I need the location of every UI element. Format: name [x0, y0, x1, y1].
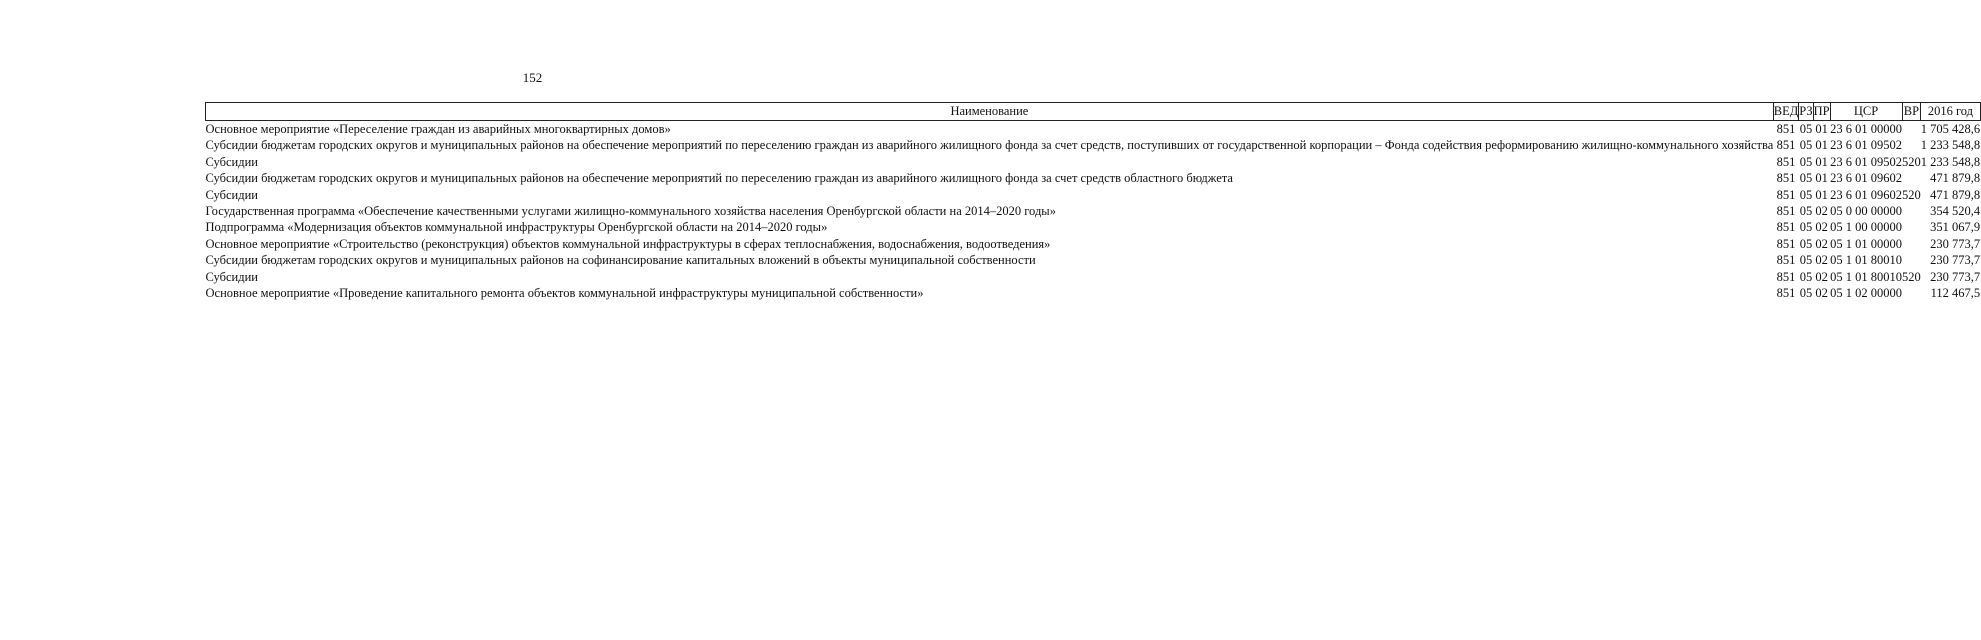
- row-vr: [1902, 236, 1921, 252]
- row-csr: 23 6 01 09602: [1830, 171, 1903, 186]
- row-ved: 851: [1776, 122, 1796, 136]
- row-ved: 851: [1776, 286, 1796, 301]
- row-name: Основное мероприятие «Строительство (реконструкция) объектов коммунальной инфраструктуры в сферах теплоснабжения, водоснабжения, водоотведения»: [205, 236, 1051, 251]
- table-row: [206, 252, 1981, 268]
- row-name: Субсидии: [205, 187, 258, 202]
- table-row: [206, 285, 1981, 301]
- row-rz: 05: [1799, 269, 1813, 284]
- row-vr: [1902, 285, 1921, 301]
- row-name: Субсидии: [205, 269, 258, 284]
- row-rz: 05: [1799, 204, 1813, 219]
- table-row: [206, 236, 1981, 252]
- row-amount: 351 067,9: [1930, 220, 1981, 235]
- row-csr: 05 1 01 80010: [1830, 253, 1903, 268]
- row-rz: 05: [1799, 236, 1813, 251]
- row-amount: 230 773,7: [1930, 269, 1981, 284]
- row-pr: 02: [1815, 253, 1828, 268]
- row-amount: 471 879,8: [1930, 171, 1981, 186]
- row-rz: 05: [1799, 286, 1813, 301]
- row-name: Субсидии бюджетам городских округов и муниципальных районов на обеспечение мероприятий по переселению граждан из аварийного жилищного фонда за счет средств областного бюджета: [205, 171, 1233, 186]
- row-ved: 851: [1776, 220, 1796, 235]
- header-ved: ВЕД: [1773, 103, 1799, 121]
- row-ved: 851: [1776, 154, 1796, 169]
- row-vr: 520: [1902, 154, 1921, 169]
- row-amount: 354 520,4: [1930, 204, 1981, 219]
- row-vr: [1902, 137, 1921, 153]
- row-pr: 02: [1815, 220, 1828, 235]
- row-ved: 851: [1776, 171, 1796, 186]
- row-vr: [1902, 219, 1921, 235]
- row-pr: 01: [1815, 122, 1828, 136]
- table-row: [206, 121, 1981, 138]
- row-pr: 01: [1815, 154, 1828, 169]
- header-rz: РЗ: [1799, 103, 1813, 121]
- table-row: [206, 170, 1981, 186]
- row-ved: 851: [1776, 204, 1796, 219]
- table-header: [206, 103, 1981, 121]
- row-amount: 230 773,7: [1930, 253, 1981, 268]
- row-ved: 851: [1776, 269, 1796, 284]
- row-name: Субсидии бюджетам городских округов и муниципальных районов на обеспечение мероприятий по переселению граждан из аварийного жилищного фонда за счет средств, поступивших от государственной корпорации – Фонда содействия реформированию жилищно-коммунального хозяйства: [205, 138, 1774, 153]
- row-vr: [1902, 121, 1921, 138]
- header-year: 2016 год: [1921, 103, 1980, 121]
- header-vr: ВР: [1902, 103, 1921, 121]
- table-row: [206, 137, 1981, 153]
- table-row: [206, 269, 1981, 285]
- row-name: Субсидии бюджетам городских округов и муниципальных районов на софинансирование капитальных вложений в объекты муниципальной собственности: [205, 253, 1036, 268]
- row-csr: 23 6 01 09502: [1830, 138, 1903, 153]
- row-csr: 05 1 02 00000: [1830, 286, 1903, 301]
- row-amount: 1 233 548,8: [1920, 138, 1981, 153]
- row-csr: 23 6 01 09502: [1830, 154, 1903, 169]
- budget-table: [205, 102, 1981, 301]
- row-csr: 23 6 01 09602: [1830, 187, 1903, 202]
- row-pr: 02: [1815, 236, 1828, 251]
- row-amount: 1 233 548,8: [1920, 154, 1981, 169]
- table-row: [206, 203, 1981, 219]
- row-name: Основное мероприятие «Переселение граждан из аварийных многоквартирных домов»: [205, 122, 671, 136]
- row-vr: 520: [1902, 269, 1921, 284]
- header-csr: ЦСР: [1830, 103, 1902, 121]
- row-vr: 520: [1902, 187, 1921, 202]
- table-row: [206, 219, 1981, 235]
- row-amount: 471 879,8: [1930, 187, 1981, 202]
- row-ved: 851: [1776, 187, 1796, 202]
- row-rz: 05: [1799, 187, 1813, 202]
- row-rz: 05: [1799, 122, 1813, 136]
- row-pr: 02: [1815, 269, 1828, 284]
- row-pr: 01: [1815, 138, 1828, 153]
- row-amount: 230 773,7: [1930, 236, 1981, 251]
- page-number: 152: [522, 70, 543, 85]
- row-csr: 05 1 01 00000: [1830, 236, 1903, 251]
- header-pr: ПР: [1813, 103, 1830, 121]
- row-vr: [1902, 252, 1921, 268]
- table-row: [206, 154, 1981, 170]
- row-csr: 05 1 00 00000: [1830, 220, 1903, 235]
- row-name: Государственная программа «Обеспечение качественными услугами жилищно-коммунального хозяйства населения Оренбургской области на 2014–2020 годы»: [205, 204, 1056, 219]
- row-name: Основное мероприятие «Проведение капитального ремонта объектов коммунальной инфраструктуры муниципальной собственности»: [205, 286, 924, 301]
- row-rz: 05: [1799, 253, 1813, 268]
- row-vr: [1902, 203, 1921, 219]
- row-csr: 05 1 01 80010: [1830, 269, 1903, 284]
- row-pr: 01: [1815, 187, 1828, 202]
- row-name: Подпрограмма «Модернизация объектов коммунальной инфраструктуры Оренбургской области на 2014–2020 годы»: [205, 220, 828, 235]
- row-rz: 05: [1799, 138, 1813, 153]
- row-rz: 05: [1799, 154, 1813, 169]
- row-csr: 23 6 01 00000: [1830, 122, 1903, 136]
- row-rz: 05: [1799, 171, 1813, 186]
- table-body: [206, 121, 1981, 302]
- row-rz: 05: [1799, 220, 1813, 235]
- row-ved: 851: [1776, 253, 1796, 268]
- row-name: Субсидии: [205, 154, 258, 169]
- row-amount: 112 467,5: [1930, 286, 1981, 301]
- table-row: [206, 187, 1981, 203]
- row-vr: [1902, 170, 1921, 186]
- row-ved: 851: [1776, 138, 1796, 153]
- row-pr: 02: [1815, 204, 1828, 219]
- row-amount: 1 705 428,6: [1920, 122, 1981, 136]
- row-ved: 851: [1776, 236, 1796, 251]
- row-pr: 01: [1815, 171, 1828, 186]
- row-csr: 05 0 00 00000: [1830, 204, 1903, 219]
- header-name: Наименование: [206, 103, 1774, 121]
- row-pr: 02: [1815, 286, 1828, 301]
